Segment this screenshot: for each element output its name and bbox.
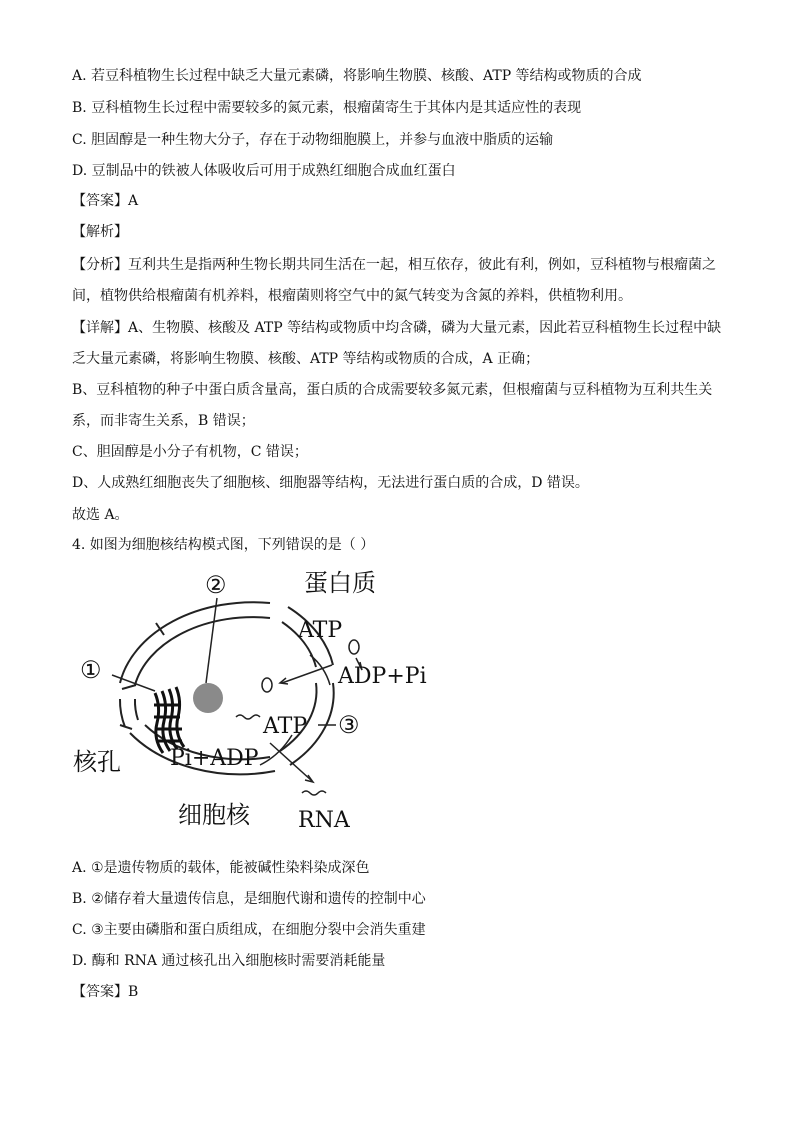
analysis-line: B、豆科植物的种子中蛋白质含量高，蛋白质的合成需要较多氮元素，但根瘤菌与豆科植物为互利共生关 [72, 382, 713, 398]
question-4: 4. 如图为细胞核结构模式图，下列错误的是（ ） [72, 537, 375, 553]
label-1: ① [80, 656, 102, 684]
q4-answer: 【答案】B [72, 984, 139, 1000]
leader-line-1 [112, 675, 155, 691]
analysis-line: 【分析】互利共生是指两种生物长期共同生活在一起，相互依存，彼此有利，例如，豆科植物与根瘤菌之 [72, 257, 716, 273]
q3-option-c: C. 胆固醇是一种生物大分子，存在于动物细胞膜上，并参与血液中脂质的运输 [72, 132, 554, 148]
analysis-line: 故选 A。 [72, 507, 129, 523]
analysis-line: 间，植物供给根瘤菌有机养料，根瘤菌则将空气中的氮气转变为含氮的养料，供植物利用。 [72, 288, 632, 304]
analysis-label: 【解析】 [72, 224, 128, 240]
atp-mid-label: ATP [263, 714, 308, 739]
analysis-line: C、胆固醇是小分子有机物，C 错误； [72, 444, 308, 460]
analysis-line: D、人成熟红细胞丧失了细胞核、细胞器等结构，无法进行蛋白质的合成，D 错误。 [72, 475, 589, 491]
label-3: ③ [338, 711, 360, 739]
adp-pi-label: ADP+Pi [338, 664, 427, 689]
q4-option-d: D. 酶和 RNA 通过核孔出入细胞核时需要消耗能量 [72, 953, 386, 969]
atp-top-label: ATP [298, 618, 343, 643]
q4-option-b: B. ②储存着大量遗传信息，是细胞代谢和遗传的控制中心 [72, 891, 426, 907]
protein-label: 蛋白质 [304, 569, 376, 597]
q4-option-a: A. ①是遗传物质的载体，能被碱性染料染成深色 [72, 860, 370, 876]
nucleus-diagram [70, 565, 440, 835]
leader-line-2 [206, 598, 217, 683]
q3-option-a: A. 若豆科植物生长过程中缺乏大量元素磷，将影响生物膜、核酸、ATP 等结构或物质的合成 [72, 68, 642, 84]
nuclear-pore-label: 核孔 [73, 748, 121, 776]
protein-molecule [349, 640, 359, 654]
protein-molecule-inside [262, 678, 272, 692]
transport-arrows-bottom [260, 735, 313, 782]
analysis-line: 系，而非寄生关系，B 错误； [72, 413, 255, 429]
q3-option-b: B. 豆科植物生长过程中需要较多的氮元素，根瘤菌寄生于其体内是其适应性的表现 [72, 100, 582, 116]
analysis-line: 乏大量元素磷，将影响生物膜、核酸、ATP 等结构或物质的合成，A 正确； [72, 351, 540, 367]
nucleolus [193, 683, 223, 713]
pi-adp-label: Pi+ADP [170, 746, 259, 771]
q3-option-d: D. 豆制品中的铁被人体吸收后可用于成熟红细胞合成血红蛋白 [72, 163, 456, 179]
q3-answer: 【答案】A [72, 193, 139, 209]
analysis-line: 【详解】A、生物膜、核酸及 ATP 等结构或物质中均含磷，磷为大量元素，因此若豆科植物生长过程中缺 [72, 320, 722, 336]
rna-label: RNA [298, 808, 350, 833]
label-2: ② [205, 571, 227, 599]
nucleus-label: 细胞核 [178, 801, 250, 829]
q4-option-c: C. ③主要由磷脂和蛋白质组成，在细胞分裂中会消失重建 [72, 922, 426, 938]
